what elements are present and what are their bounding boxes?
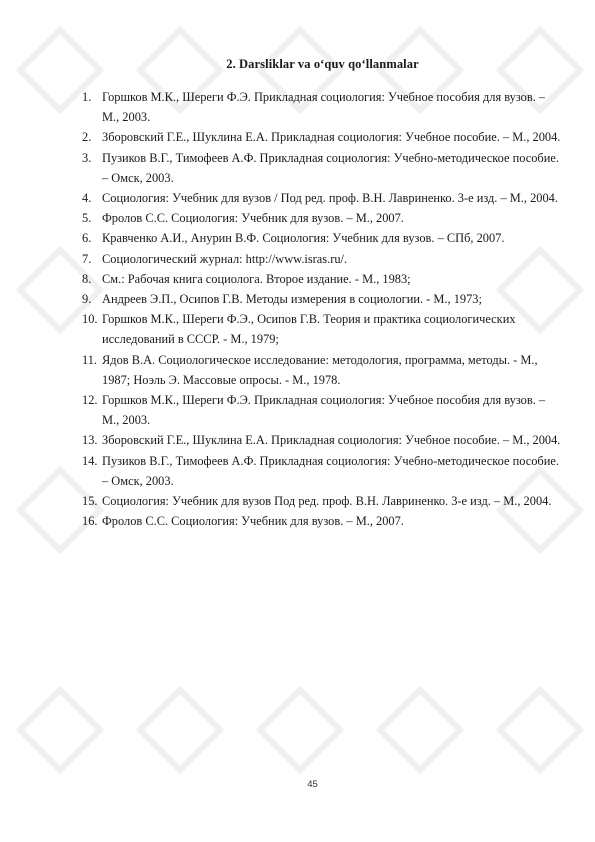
reference-text: Зборовский Г.Е., Шуклина Е.А. Прикладная социология: Учебное пособие. – М., 2004. <box>102 433 561 448</box>
reference-item <box>82 269 562 289</box>
reference-number: 15. <box>82 494 98 509</box>
reference-number: 11. <box>82 352 98 367</box>
reference-item <box>82 87 562 127</box>
reference-item <box>82 289 562 309</box>
reference-text: Горшков М.К., Шереги Ф.Э. Прикладная социология: Учебное пособия для вузов. – М., 2003. <box>102 90 546 125</box>
reference-number: 10. <box>82 312 98 327</box>
reference-text: Социологический журнал: http://www.isras.ru/. <box>102 251 348 266</box>
reference-text: Пузиков В.Г., Тимофеев А.Ф. Прикладная социология: Учебно-методическое пособие. – Омск, 2003. <box>102 150 559 185</box>
reference-number: 3. <box>82 150 92 165</box>
reference-number: 8. <box>82 271 92 286</box>
reference-text: См.: Рабочая книга социолога. Второе издание. - М., 1983; <box>102 271 411 286</box>
reference-number: 16. <box>82 514 98 529</box>
reference-text: Фролов С.С. Социология: Учебник для вузов. – М., 2007. <box>102 514 404 529</box>
reference-text: Андреев Э.П., Осипов Г.В. Методы измерения в социологии. - М., 1973; <box>102 292 482 307</box>
reference-text: Ядов В.А. Социологическое исследование: методология, программа, методы. - М., 1987; Ноэль Э. Массовые опросы. - М., 1978. <box>102 352 538 387</box>
reference-text: Зборовский Г.Е., Шуклина Е.А. Прикладная социология: Учебное пособие. – М., 2004. <box>102 130 561 145</box>
page-title: 2. Darsliklar va o‘quv qo‘llanmalar <box>226 57 419 71</box>
reference-item <box>82 451 562 491</box>
reference-item <box>82 390 562 430</box>
reference-number: 2. <box>82 130 92 145</box>
reference-item <box>82 309 562 349</box>
reference-item <box>82 208 562 228</box>
page-number: 45 <box>307 779 318 790</box>
reference-number: 5. <box>82 211 92 226</box>
reference-number: 9. <box>82 292 92 307</box>
reference-number: 13. <box>82 433 98 448</box>
reference-item <box>82 350 562 390</box>
reference-text: Кравченко А.И., Анурин В.Ф. Социология: Учебник для вузов. – СПб, 2007. <box>102 231 505 246</box>
reference-number: 4. <box>82 191 92 206</box>
reference-text: Горшков М.К., Шереги Ф.Э., Осипов Г.В. Теория и практика социологических исследований в СССР. - М., 1979; <box>102 312 516 347</box>
reference-item <box>82 249 562 269</box>
reference-item <box>82 491 562 511</box>
reference-text: Социология: Учебник для вузов Под ред. проф. В.Н. Лавриненко. 3-е изд. – М., 2004. <box>102 494 552 509</box>
reference-item <box>82 148 562 188</box>
reference-number: 7. <box>82 251 92 266</box>
reference-list <box>82 87 562 531</box>
reference-text: Фролов С.С. Социология: Учебник для вузов. – М., 2007. <box>102 211 404 226</box>
reference-number: 1. <box>82 90 92 104</box>
reference-text: Социология: Учебник для вузов / Под ред. проф. В.Н. Лавриненко. 3-е изд. – М., 2004. <box>102 191 558 206</box>
reference-item <box>82 430 562 450</box>
reference-number: 14. <box>82 453 98 468</box>
reference-item <box>82 228 562 248</box>
reference-item <box>82 511 562 531</box>
reference-item <box>82 188 562 208</box>
reference-text: Горшков М.К., Шереги Ф.Э. Прикладная социология: Учебное пособия для вузов. – М., 2003. <box>102 393 546 428</box>
reference-number: 12. <box>82 393 98 408</box>
reference-number: 6. <box>82 231 92 246</box>
reference-item <box>82 127 562 147</box>
reference-text: Пузиков В.Г., Тимофеев А.Ф. Прикладная социология: Учебно-методическое пособие. – Омск, 2003. <box>102 453 559 488</box>
